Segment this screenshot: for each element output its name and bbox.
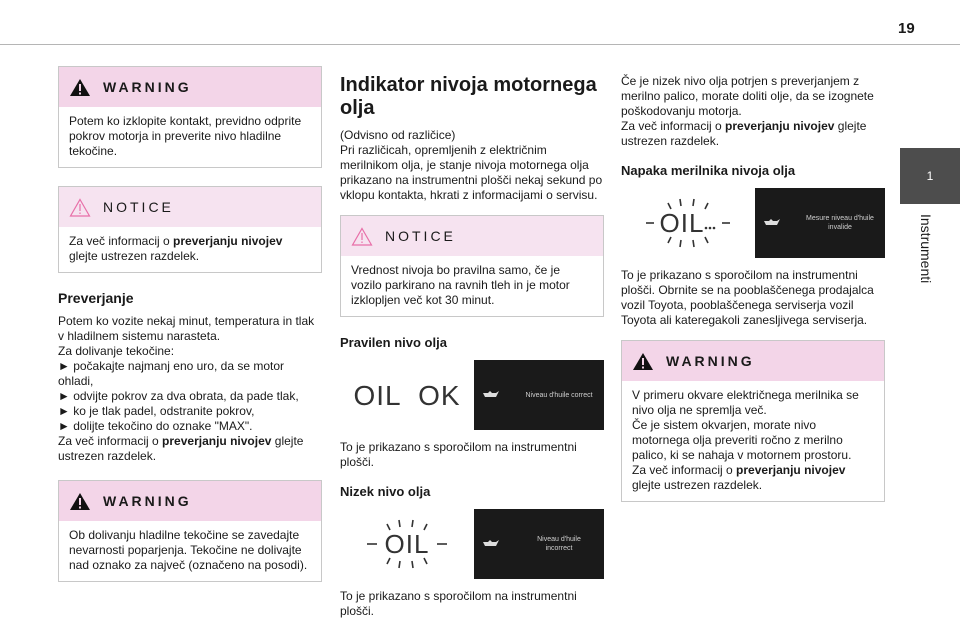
notice-header (59, 187, 321, 227)
warning-triangle-icon (69, 78, 91, 97)
notice-text: Za več informacij o preverjanju nivojev glejte ustrezen razdelek. (69, 234, 283, 263)
warning-triangle-icon (632, 352, 654, 371)
chapter-tab[interactable]: 1 (900, 148, 960, 204)
notice-triangle-icon (69, 198, 91, 217)
warning-header (59, 67, 321, 107)
oil-fault-illustration (621, 188, 885, 258)
warning-text: Potem ko izklopite kontakt, previdno odprite pokrov motorja in preverite nivo hladilne tekočine. (69, 114, 302, 158)
panel-message-text: Niveau d'huile incorrect (537, 536, 581, 552)
panel-message-text: Niveau d'huile correct (525, 391, 593, 399)
warning-title: WARNING (103, 78, 192, 95)
section-text: Potem ko vozite nekaj minut, temperatura in tlak v hladilnem sistemu narasteta. Za dolivanje tekočine: ► počakajte najmanj eno uro, da se motor ohladi, ► odvijte pokrov za dva obrata, da pade tlak, ► ko je tlak padel, odstranite pokrov, ► dolijte tekočino do oznake "MAX". Za več informacij o preverjanju nivojev glejte ustrezen razdelek. (58, 314, 315, 463)
oil-can-icon (763, 218, 781, 228)
warning-box (58, 480, 322, 582)
notice-box (340, 215, 604, 317)
oil-low-display (340, 509, 474, 579)
warning-header (622, 341, 884, 381)
warning-text: V primeru okvare električnega merilnika se nivo olja ne spremlja več. Če je sistem okvarjen, morate nivo motornega olja preveriti ročno z merilno palico, ki se nahaja v motornem prostoru. Za več informacij o preverjanju nivojev glejte ustrezen razdelek. (632, 388, 859, 492)
instrument-panel-message (474, 360, 604, 430)
reference-link[interactable]: preverjanju nivojev (725, 119, 835, 133)
intro-text: (Odvisno od različice) Pri različicah, opremljenih z električnim merilnikom olja, je stanje nivoja motornega olja prikazano na instrumentni plošči nekaj sekund po vklopu kontakta, hkrati z informacijami o servisu. (340, 128, 603, 202)
reference-link[interactable]: preverjanju nivojev (736, 463, 846, 477)
instrument-panel-message (474, 509, 604, 579)
warning-box (621, 340, 885, 502)
caption: To je prikazano s sporočilom na instrumentni plošči. (340, 440, 577, 469)
notice-text: Vrednost nivoja bo pravilna samo, če je vozilo parkirano na ravnih tleh in je motor izklopljen več kot 30 minut. (351, 263, 570, 307)
oil-can-icon (482, 390, 500, 400)
oil-flashing-icon (638, 195, 738, 251)
oil-ok-illustration (340, 360, 604, 430)
oil-can-icon (482, 539, 500, 549)
warning-triangle-icon (69, 492, 91, 511)
column-left (58, 66, 322, 600)
warning-title: WARNING (103, 492, 192, 509)
notice-box (58, 186, 322, 273)
svg-text:OIL: OIL (659, 208, 705, 238)
notice-header (341, 216, 603, 256)
svg-text:OIL: OIL (384, 529, 430, 559)
oil-low-illustration (340, 509, 604, 579)
page-number: 19 (898, 20, 915, 37)
page-heading: Indikator nivoja motornega olja (340, 74, 597, 119)
warning-text: Ob dolivanju hladilne tekočine se zavedajte nevarnosti poparjenja. Tekočine ne dolivajte nad oznako za največ (označeno na posodi). (69, 528, 308, 572)
section-title: Preverjanje (58, 290, 134, 306)
instrument-panel-message (755, 188, 885, 258)
column-right (621, 66, 885, 520)
notice-title: NOTICE (103, 198, 174, 215)
caption: To je prikazano s sporočilom na instrumentni plošči. (340, 589, 577, 618)
reference-link[interactable]: preverjanju nivojev (162, 434, 272, 448)
warning-box (58, 66, 322, 168)
subsection-title: Napaka merilnika nivoja olja (621, 163, 796, 178)
subsection-title: Nizek nivo olja (340, 484, 431, 499)
notice-title: NOTICE (385, 227, 456, 244)
oil-flashing-icon (357, 516, 457, 572)
warning-title: WARNING (666, 352, 755, 369)
intro-text: Če je nizek nivo olja potrjen s preverjanjem z merilno palico, morate doliti olje, da se izognete poškodovanju motorja. Za več informacij o preverjanju nivojev glejte ustrezen razdelek. (621, 74, 874, 148)
panel-message-text: Mesure niveau d'huile invalide (806, 215, 874, 231)
warning-header (59, 481, 321, 521)
column-middle (340, 66, 604, 619)
notice-triangle-icon (351, 227, 373, 246)
caption: To je prikazano s sporočilom na instrumentni plošči. Obrnite se na pooblaščenega prodajalca vozil Toyota, pooblaščenega serviserja vozil Toyota ali kateregakoli zanesljivega serviserja. (621, 268, 874, 327)
subsection-title: Pravilen nivo olja (340, 335, 447, 350)
chapter-title: Instrumenti (918, 214, 934, 284)
reference-link[interactable]: preverjanju nivojev (173, 234, 283, 248)
header-divider (0, 44, 960, 45)
oil-fault-display (621, 188, 755, 258)
oil-ok-display: OIL OK (340, 360, 474, 430)
